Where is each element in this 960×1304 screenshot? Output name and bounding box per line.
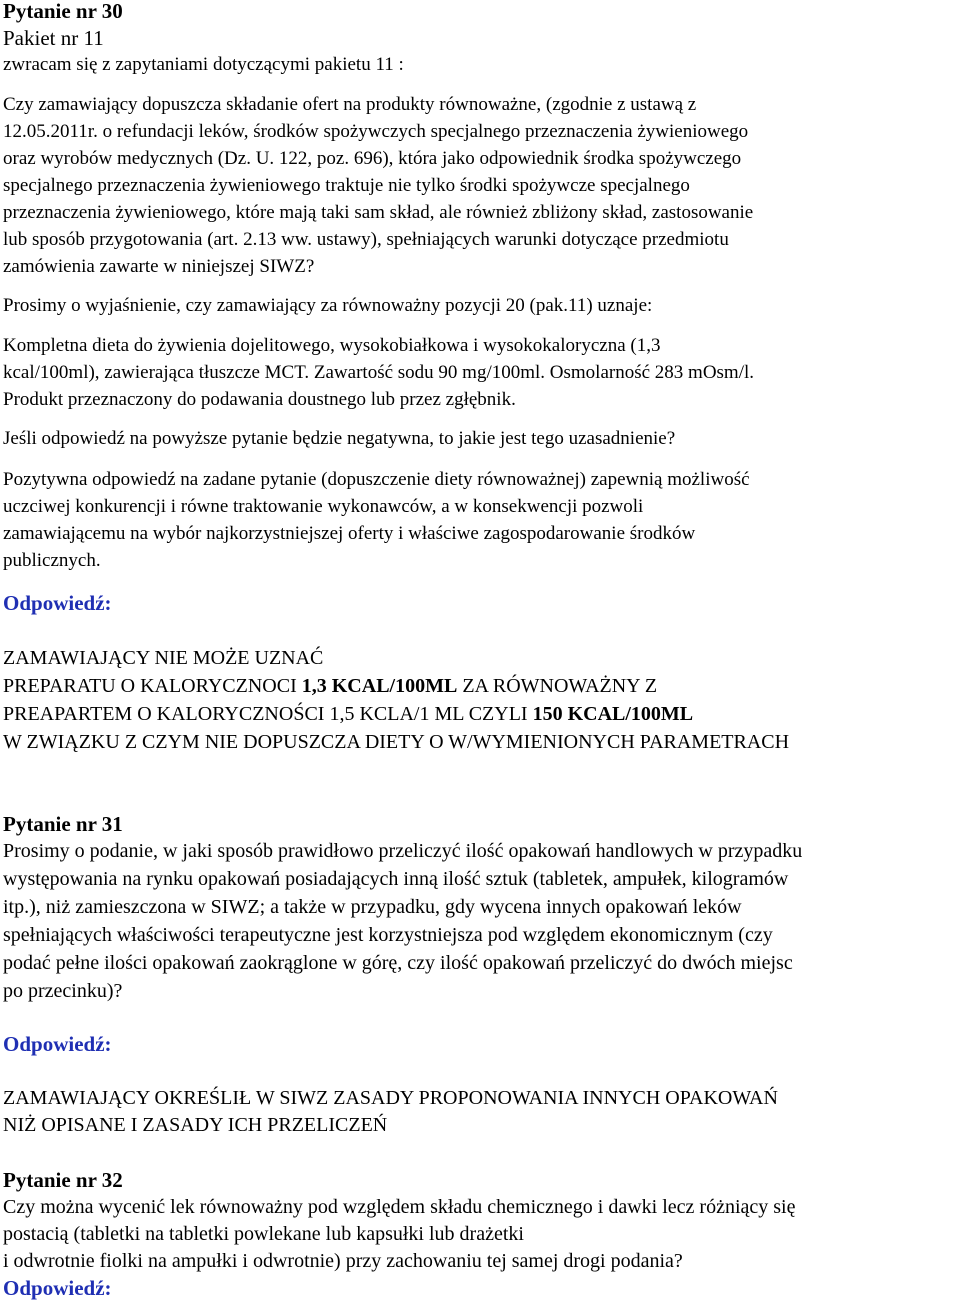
text-line: itp.), niż zamieszczona w SIWZ; a także w przypadku, gdy wycena innych opakowań leków xyxy=(3,896,742,918)
answer-text: PREAPARTEM O KALORYCZNOŚCI 1,5 KCLA/1 ML CZYLI xyxy=(3,703,533,725)
text-line: lub sposób przygotowania (art. 2.13 ww. ustawy), spełniających warunki dotyczące przedmiotu xyxy=(3,229,729,250)
answer-line: ZAMAWIAJĄCY NIE MOŻE UZNAĆ xyxy=(3,647,324,669)
answer-emphasis: 1,3 KCAL/100ML xyxy=(301,675,458,697)
question-31-heading: Pytanie nr 31 xyxy=(3,812,123,836)
text-line: Prosimy o podanie, w jaki sposób prawidłowo przeliczyć ilość opakowań handlowych w przypadku xyxy=(3,840,803,862)
text-line: 12.05.2011r. o refundacji leków, środków spożywczych specjalnego przeznaczenia żywieniowego xyxy=(3,121,749,142)
text-line: i odwrotnie fiolki na ampułki i odwrotnie) przy zachowaniu tej samej drogi podania? xyxy=(3,1250,683,1272)
text-line: Produkt przeznaczony do podawania doustnego lub przez zgłębnik. xyxy=(3,389,516,410)
text-line: specjalnego przeznaczenia żywieniowego traktuje nie tylko środki spożywcze specjalnego xyxy=(3,175,690,196)
text-line: po przecinku)? xyxy=(3,980,123,1002)
question-30-request: Prosimy o wyjaśnienie, czy zamawiający za równoważny pozycji 20 (pak.11) uznaje: xyxy=(3,295,653,316)
text-line: Czy można wycenić lek równoważny pod względem składu chemicznego i dawki lecz różniący się xyxy=(3,1196,796,1218)
package-label: Pakiet nr 11 xyxy=(3,26,104,50)
text-line: zamawiającemu na wybór najkorzystniejszej oferty i właściwe zagospodarowanie środków xyxy=(3,523,696,544)
text-line: oraz wyrobów medycznych (Dz. U. 122, poz. 696), która jako odpowiednik środka spożywczego xyxy=(3,148,742,169)
text-line: występowania na rynku opakowań posiadających inną ilość sztuk (tabletek, ampułek, kilogramów xyxy=(3,868,789,890)
answer-emphasis: 150 KCAL/100ML xyxy=(532,703,694,725)
negative-answer-question: Jeśli odpowiedź na powyższe pytanie będzie negatywna, to jakie jest tego uzasadnienie? xyxy=(3,428,676,449)
answer-line xyxy=(3,673,657,699)
answer-text: PREPARATU O KALORYCZNOCI xyxy=(3,675,302,697)
question-30-heading: Pytanie nr 30 xyxy=(3,0,123,23)
question-32-heading: Pytanie nr 32 xyxy=(3,1168,123,1192)
text-line: spełniających właściwości terapeutyczne jest korzystniejsza pod względem ekonomicznym (czy xyxy=(3,924,773,946)
question-30-intro: zwracam się z zapytaniami dotyczącymi pakietu 11 : xyxy=(3,54,404,75)
answer-label: Odpowiedź: xyxy=(3,1032,112,1056)
answer-line: NIŻ OPISANE I ZASADY ICH PRZELICZEŃ xyxy=(3,1114,388,1136)
answer-label: Odpowiedź: xyxy=(3,1276,112,1300)
text-line: zamówienia zawarte w niniejszej SIWZ? xyxy=(3,256,315,277)
answer-label: Odpowiedź: xyxy=(3,591,112,615)
text-line: kcal/100ml), zawierająca tłuszcze MCT. Zawartość sodu 90 mg/100ml. Osmolarność 283 mOsm/l. xyxy=(3,362,755,383)
answer-line: ZAMAWIAJĄCY OKREŚLIŁ W SIWZ ZASADY PROPONOWANIA INNYCH OPAKOWAŃ xyxy=(3,1087,778,1109)
text-line: Kompletna dieta do żywienia dojelitowego, wysokobiałkowa i wysokokaloryczna (1,3 xyxy=(3,335,661,356)
text-line: Pozytywna odpowiedź na zadane pytanie (dopuszczenie diety równoważnej) zapewnią możliwość xyxy=(3,469,750,490)
answer-line: W ZWIĄZKU Z CZYM NIE DOPUSZCZA DIETY O W/WYMIENIONYCH PARAMETRACH xyxy=(3,731,790,753)
text-line: podać pełne ilości opakowań zaokrąglone w górę, czy ilość opakowań przeliczyć do dwóch miejsc xyxy=(3,952,793,974)
answer-text: ZA RÓWNOWAŻNY Z xyxy=(457,675,658,697)
answer-line xyxy=(3,701,693,727)
text-line: publicznych. xyxy=(3,550,101,571)
text-line: przeznaczenia żywieniowego, które mają taki sam skład, ale również zbliżony skład, zastosowanie xyxy=(3,202,754,223)
text-line: Czy zamawiający dopuszcza składanie ofert na produkty równoważne, (zgodnie z ustawą z xyxy=(3,94,697,115)
text-line: uczciwej konkurencji i równe traktowanie wykonawców, a w konsekwencji pozwoli xyxy=(3,496,644,517)
text-line: postacią (tabletki na tabletki powlekane lub kapsułki lub drażetki xyxy=(3,1223,524,1245)
